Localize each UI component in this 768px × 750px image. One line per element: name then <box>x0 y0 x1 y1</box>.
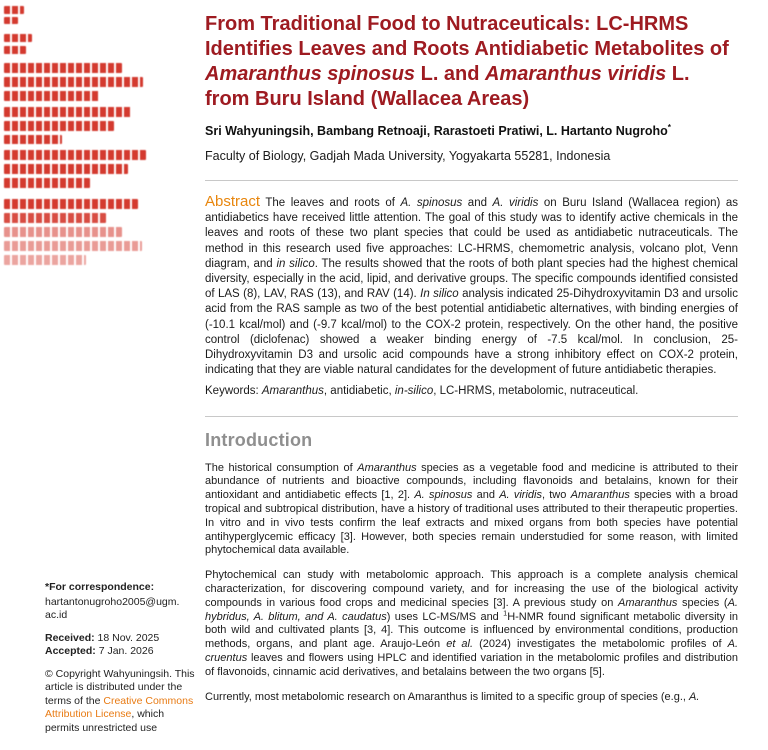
text-run: A. viridis <box>499 489 542 502</box>
divider-header <box>205 180 738 181</box>
correspondence-email: hartantonugroho2005@ugm.ac.id <box>45 595 180 621</box>
intro-paragraph-3 <box>205 691 738 705</box>
copyright-notice <box>45 668 197 736</box>
journal-branding-fragment <box>4 6 24 14</box>
text-run: A. cruentus <box>205 638 739 664</box>
text-run: species as a vegetable food and medicine is attributed to their abundance of nutrients and bioactive compounds, including flavonoids and betalains, known for their antioxidant and antidiabetic effects [1, 2]. <box>205 461 738 502</box>
intro-paragraph-2 <box>205 569 738 679</box>
abstract-heading: Abstract <box>205 193 261 210</box>
journal-branding <box>0 0 200 290</box>
journal-branding-fragment <box>4 107 132 117</box>
keywords-line <box>205 384 738 399</box>
text-run: analysis indicated 25-Dihydroxyvitamin D3 and ursolic acid from the RAS sample as two of the best potential antidiabetic alternatives, with binding energies of (-10.1 kcal/mol) and (-9.7 kcal/mol) to the COX-2 protein, respectively. On the other hand, the positive control (diclofenac) showed a weaker binding energy of -7.5 kcal/mol. In conclusion, 25-Dihydroxyvitamin D3 and ursolic acid compounds have a strong inhibitory effect on COX-2 protein, indicating that they are viable natural candidates for the development of future antidiabetic therapies. <box>205 288 738 377</box>
text-run: in-silico <box>394 385 434 398</box>
text-run: species with a broad tropical and subtropical distribution, have a history of traditional uses attributed to their therapeutic properties. In vitro and in vivo tests confirm the leaf extracts and mixed organs from both species have potential antihyperglycemic efficacy [3]. However, both species remain understudied for some reason, with limited phytochemical data available. <box>205 489 738 557</box>
text-run: ) uses LC-MS/MS and <box>386 610 504 623</box>
text-run: * <box>667 122 671 132</box>
text-run: Accepted: <box>45 645 99 657</box>
text-run: , LC-HRMS, metabolomic, nutraceutical. <box>433 385 639 398</box>
journal-branding-fragment <box>4 150 146 160</box>
text-run: in silico <box>276 257 315 270</box>
journal-branding-fragment <box>4 135 62 144</box>
text-run: Currently, most metabolomic research on Amaranthus is limited to a specific group of species (e.g., <box>205 690 690 703</box>
journal-branding-fragment <box>4 199 138 209</box>
journal-branding-fragment <box>4 164 128 174</box>
text-run: Amaranthus <box>618 596 678 609</box>
text-run: L. from Buru Island (Wallacea Areas) <box>205 63 690 110</box>
text-run: Sri Wahyuningsih, Bambang Retnoaji, Rarastoeti Pratiwi, L. Hartanto Nugroho <box>205 124 668 138</box>
accepted-date <box>45 645 197 659</box>
text-run: , two <box>541 489 571 502</box>
text-run: (2024) investigates the metabolomic profiles of <box>473 638 728 651</box>
received-date <box>45 632 197 646</box>
text-run: and <box>462 197 493 209</box>
article-title <box>205 12 738 112</box>
journal-branding-fragment <box>4 178 90 188</box>
journal-branding-fragment <box>4 34 32 42</box>
text-run: , which permits unrestricted use <box>45 708 165 734</box>
text-run: Amaranthus <box>357 461 417 474</box>
correspondence-label <box>45 581 197 595</box>
journal-branding-fragment <box>4 46 26 54</box>
journal-branding-fragment <box>4 17 18 24</box>
text-run: In silico <box>420 288 459 301</box>
text-run: et al. <box>446 638 474 651</box>
text-run: 1 <box>503 607 508 617</box>
introduction-heading: Introduction <box>205 429 313 450</box>
text-run: H-NMR found significant metabolic diversity in both wild and cultivated plants [3, 4]. This outcome is influenced by environmental conditions, production methods, organs, and plant age. Araujo-León <box>205 610 739 651</box>
text-run: Amaranthus spinosus <box>205 63 416 85</box>
text-run: Received: <box>45 631 98 644</box>
sidebar-notes <box>45 581 197 735</box>
text-run: on Buru Island (Wallacea region) as antidiabetics have received little attention. The goal of this study was to identify active chemicals in the leaves and roots of these two plant species that could be used as antidiabetic nutraceuticals. The method in this research used five approaches: LC-HRMS, chemometric analysis, volcano plot, Venn diagram, and <box>205 197 738 270</box>
journal-branding-fragment <box>4 241 142 251</box>
journal-branding-fragment <box>4 255 86 265</box>
text-run: Keywords: <box>205 385 262 398</box>
text-run: © Copyright Wahyuningsih. This article is distributed under the terms of the <box>45 667 195 707</box>
text-run: leaves and flowers using HPLC and identified variation in the metabolomic profiles and distribution of flavonoids, cinnamic acid derivatives, and betalains between the two organs [5]. <box>205 652 738 678</box>
affiliation-line: Faculty of Biology, Gadjah Mada University, Yogyakarta 55281, Indonesia <box>205 149 611 163</box>
text-run: 7 Jan. 2026 <box>98 645 154 657</box>
article-content <box>205 0 738 704</box>
journal-branding-fragment <box>4 227 122 237</box>
journal-branding-fragment <box>4 91 100 101</box>
abstract-paragraph <box>205 194 738 378</box>
divider-abstract <box>205 416 738 417</box>
text-run: , antidiabetic, <box>323 385 395 398</box>
authors-line <box>205 123 738 139</box>
text-run: Amaranthus <box>261 385 324 398</box>
text-run: L. and <box>415 63 486 85</box>
intro-paragraph-1 <box>205 462 738 559</box>
text-run: A. spinosus <box>414 489 473 502</box>
text-run: species ( <box>677 596 728 609</box>
text-run: The historical consumption of <box>205 461 358 474</box>
creative-commons-attribution-license-link[interactable]: Creative Commons Attribution License <box>45 694 194 720</box>
text-run: The leaves and roots of <box>260 197 401 209</box>
text-run: and <box>472 489 500 502</box>
text-run: A. hybridus, A. blitum, and A. caudatus <box>205 596 738 623</box>
journal-branding-fragment <box>4 77 143 87</box>
text-run: 18 Nov. 2025 <box>97 631 160 644</box>
text-run: A. <box>689 690 700 703</box>
text-run: A. viridis <box>492 197 539 209</box>
text-run: Amaranthus <box>570 489 630 502</box>
text-run: A. spinosus <box>400 197 463 209</box>
journal-branding-fragment <box>4 213 106 223</box>
text-run: . The results showed that the roots of both plant species had the highest chemical diversity, especially in the acid, lipid, and derivative groups. The specific compounds identified consisted of LAS (8), LAV, RAS (13), and RAV (14). <box>205 257 738 301</box>
text-run: From Traditional Food to Nutraceuticals: LC-HRMS Identifies Leaves and Roots Antidiabetic Metabolites of <box>205 13 729 60</box>
journal-branding-fragment <box>4 63 122 73</box>
journal-branding-fragment <box>4 121 114 131</box>
text-run: Amaranthus viridis <box>485 63 667 85</box>
text-run: *For correspondence: <box>45 581 155 593</box>
text-run: Phytochemical can study with metabolomic approach. This approach is a complete analysis chemical characterization, for discovering compound variety, and for increasing the use of the biological activity compounds in various food crops and medicinal species [3]. A previous study on <box>205 569 738 609</box>
